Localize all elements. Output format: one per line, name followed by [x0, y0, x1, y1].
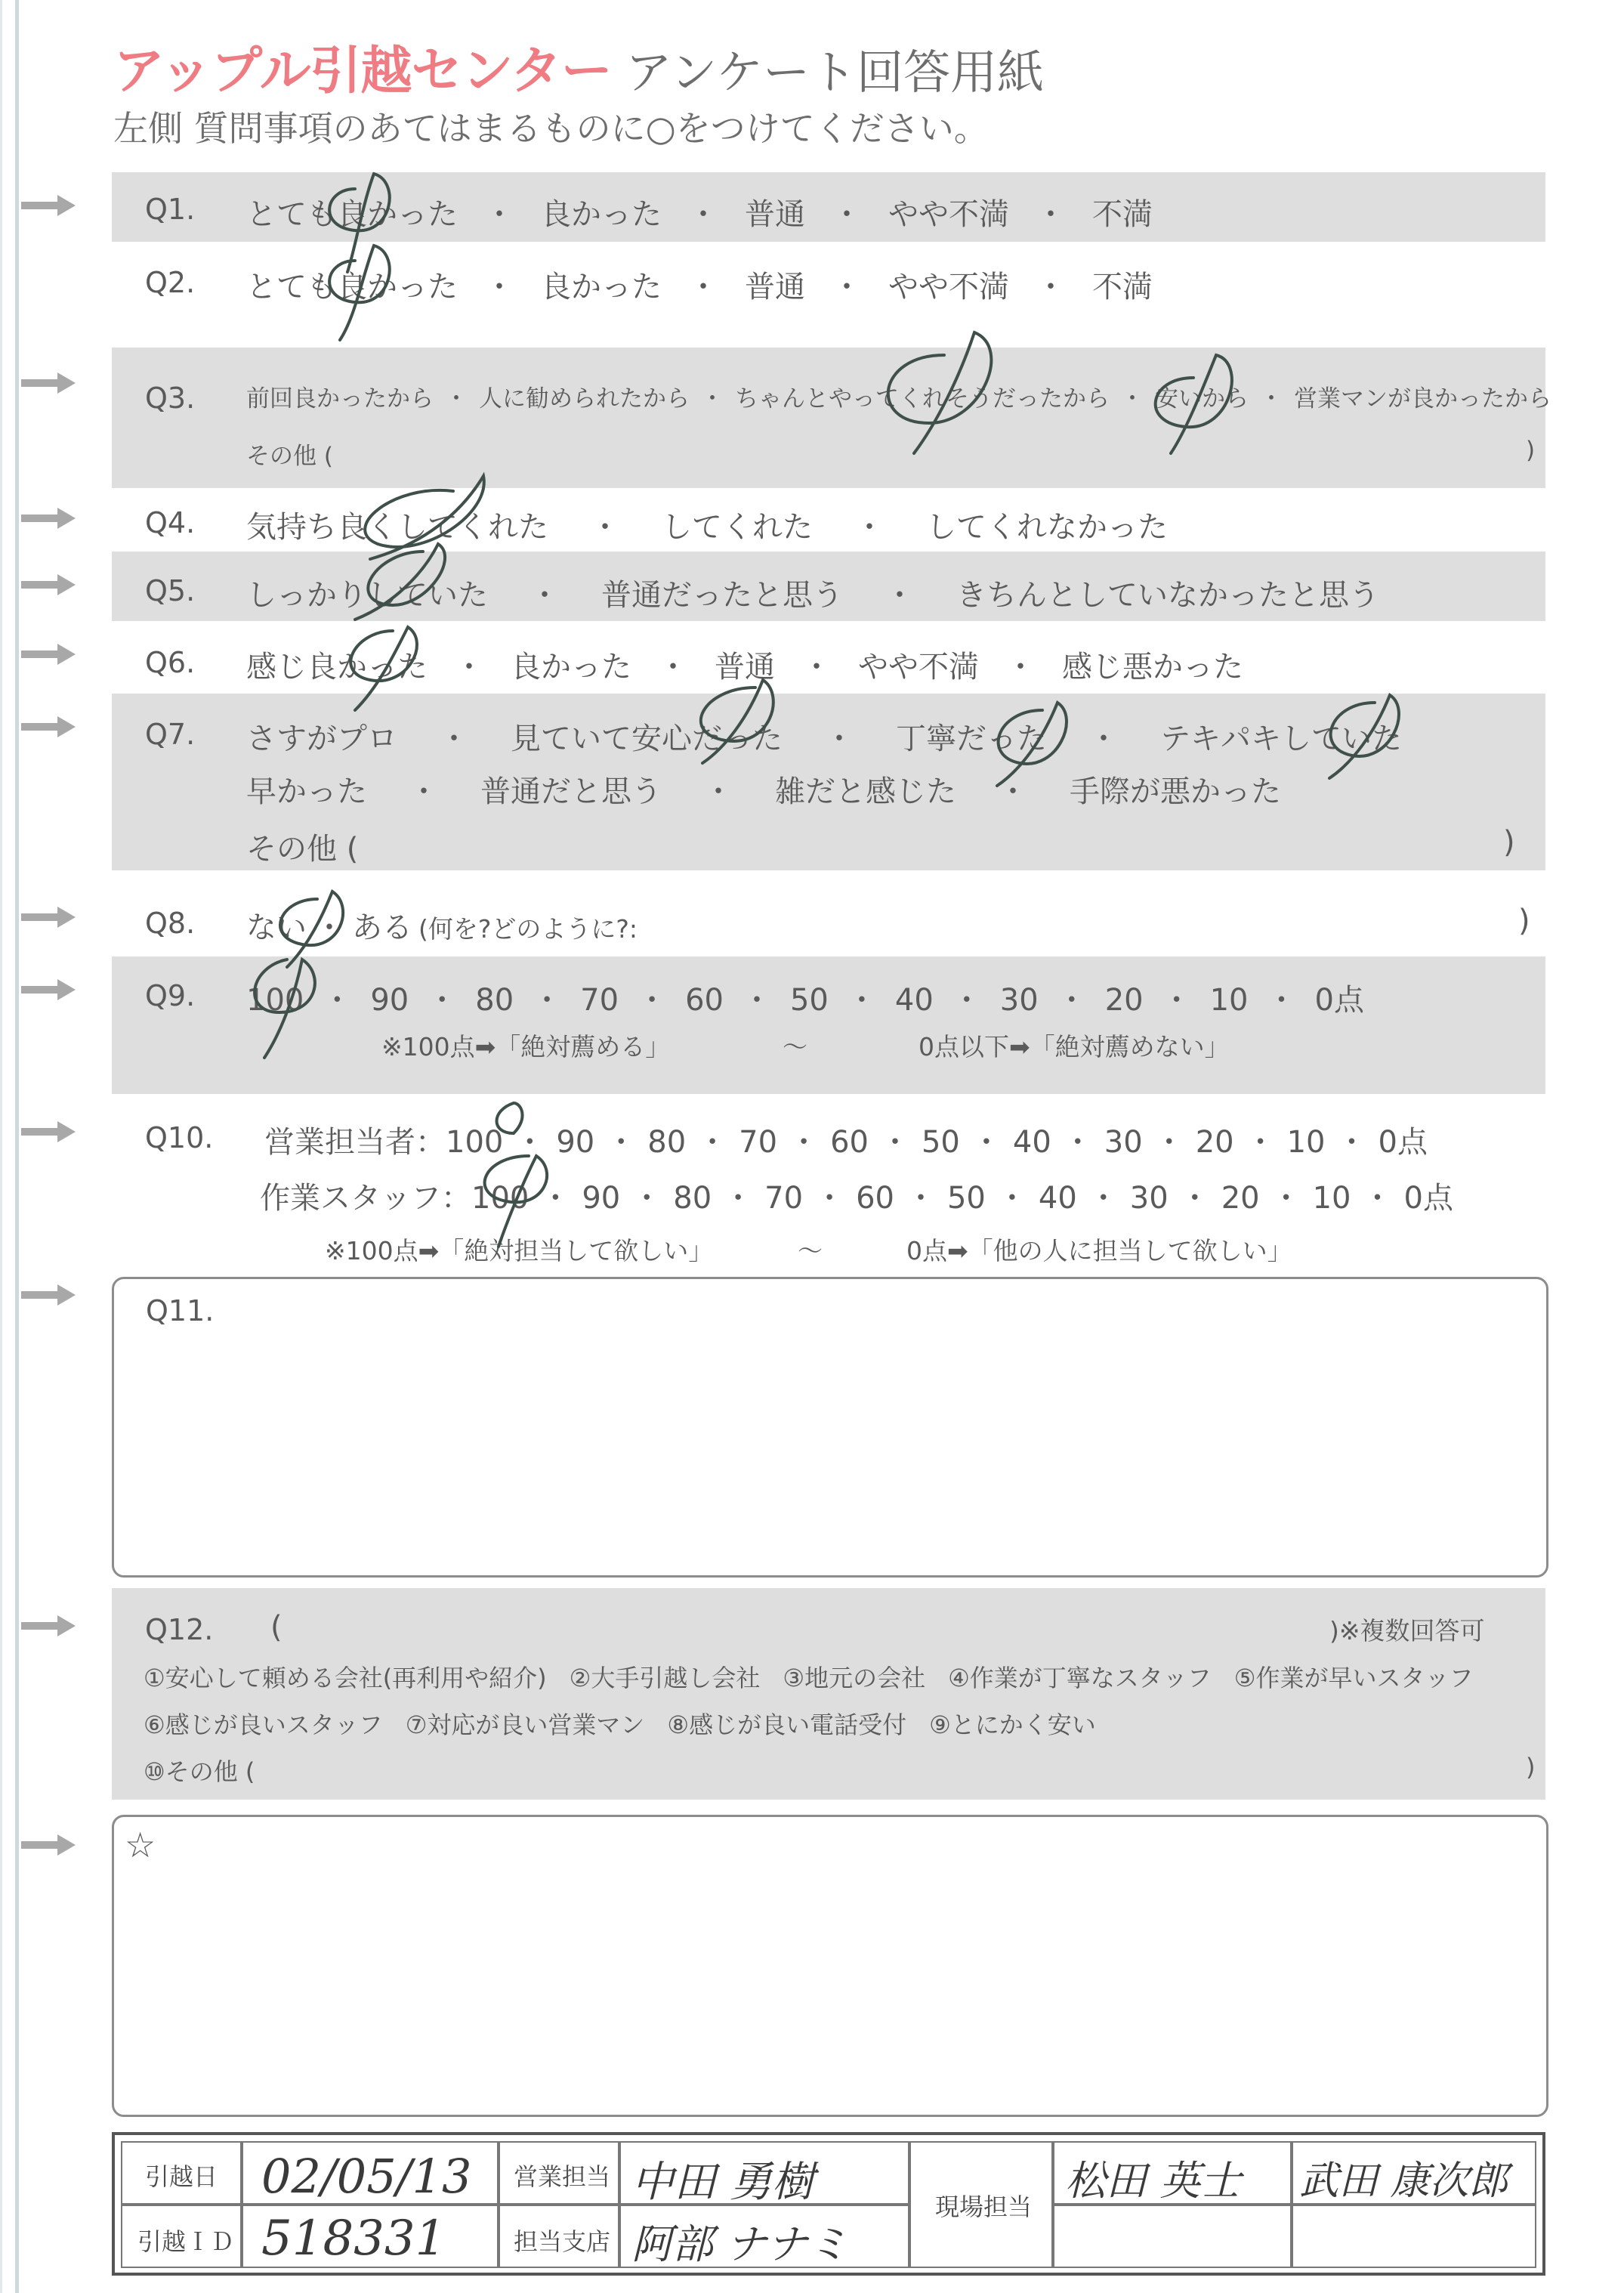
q4-options: 気持ち良くしてくれた ・ してくれた ・ してくれなかった [246, 503, 1168, 546]
q12-option[interactable]: ①安心して頼める会社(再利用や紹介) [144, 1664, 547, 1692]
q12-options-row1 [144, 1659, 1473, 1694]
q12-options-row2 [144, 1706, 1096, 1741]
branch-label: 担当支店 [514, 2227, 611, 2256]
q10-staff-score[interactable]: 70 [764, 1181, 804, 1216]
q9-score[interactable]: 0点 [1314, 983, 1364, 1018]
free-comment-box[interactable] [112, 1815, 1548, 2117]
q12-multi-note: ※複数回答可 [1338, 1616, 1485, 1646]
q12-open[interactable]: ( [270, 1610, 283, 1645]
q12-option[interactable]: ⑧感じが良い電話受付 [667, 1710, 907, 1739]
q9-score[interactable]: 90 [370, 983, 409, 1018]
site-value-1: 松田 英士 [1065, 2157, 1242, 2205]
q9-score[interactable]: 10 [1209, 983, 1249, 1018]
q6-option[interactable]: 普通 [715, 650, 775, 685]
q10-sales-score[interactable]: 50 [921, 1125, 960, 1160]
q12-option[interactable]: ⑤作業が早いスタッフ [1233, 1664, 1474, 1692]
q12-option[interactable]: ⑦対応が良い営業マン [405, 1710, 645, 1739]
site-label-cell [909, 2141, 1053, 2268]
q9-note-left: ※100点➡「絶対薦める」 [381, 1032, 671, 1062]
q9-scores: 100 ・ 90 ・ 80 ・ 70 ・ 60 ・ 50 ・ 40 ・ 30 ・ 20 ・ 10 ・ 0点 [246, 976, 1364, 1019]
q3-other-close: ) [1526, 437, 1536, 464]
q10-sales-score[interactable]: 40 [1012, 1125, 1051, 1160]
q3-option[interactable]: 安いから [1155, 385, 1249, 413]
q9-score[interactable]: 80 [475, 983, 514, 1018]
q6-option[interactable]: 良かった [511, 650, 631, 685]
q10-tilde: 〜 [798, 1236, 823, 1265]
move-id-cell[interactable] [242, 2205, 499, 2268]
q11-comment-box[interactable] [112, 1277, 1548, 1578]
move-date-label: 引越日 [145, 2162, 218, 2191]
q8-prompt: (何を?どのように?: [418, 914, 638, 944]
q9-label: Q9. [145, 979, 196, 1012]
q10-label: Q10. [145, 1121, 214, 1154]
margin-arrow-icon [21, 1284, 76, 1306]
q3-options: 前回良かったから ・ 人に勧められたから ・ ちゃんとやってくれそうだったから ・ 安いから ・ 営業マンが良かったから [246, 379, 1551, 413]
q3-label: Q3. [145, 382, 196, 415]
margin-arrow-icon [21, 574, 76, 595]
q9-score[interactable]: 40 [894, 983, 934, 1018]
q7-option[interactable]: 雑だと感じた [775, 774, 956, 809]
q10-sales-score[interactable]: 80 [647, 1125, 687, 1160]
q3-other[interactable]: その他 ( [246, 443, 333, 470]
q12-option[interactable]: ④作業が丁寧なスタッフ [948, 1664, 1212, 1692]
q9-score[interactable]: 60 [685, 983, 724, 1018]
binding-edge [15, 0, 19, 2293]
q10-note-right: 0点➡「他の人に担当して欲しい」 [906, 1236, 1292, 1265]
q7-options-row2: 早かった ・ 普通だと思う ・ 雑だと感じた ・ 手際が悪かった [246, 768, 1281, 811]
q4-option[interactable]: 気持ち良くしてくれた [246, 510, 548, 545]
scan-edge [0, 0, 2, 2293]
form-subtitle: アンケート回答用紙 [625, 45, 1045, 100]
q1-option[interactable]: 不満 [1092, 197, 1153, 232]
q10-sales-score[interactable]: 90 [556, 1125, 595, 1160]
q7-option[interactable]: テキパキしていた [1160, 722, 1402, 756]
q9-note-right: 0点以下➡「絶対薦めない」 [919, 1032, 1230, 1062]
margin-arrow-icon [21, 716, 76, 737]
q10-staff-score[interactable]: 100 [471, 1181, 529, 1216]
q6-option[interactable]: やや不満 [858, 650, 979, 685]
margin-arrow-icon [21, 979, 76, 1000]
q2-options: とても良かった ・ 良かった ・ 普通 ・ やや不満 ・ 不満 [246, 263, 1153, 306]
q3-option[interactable]: 営業マンが良かったから [1294, 385, 1551, 413]
office-use-table [112, 2132, 1545, 2276]
sales-label: 営業担当 [514, 2162, 611, 2191]
q12-other[interactable]: ⑩その他 ( [144, 1757, 255, 1786]
q10-sales-score[interactable]: 20 [1195, 1125, 1234, 1160]
site-cell-1[interactable] [1053, 2141, 1292, 2205]
q10-staff-score[interactable]: 50 [946, 1181, 986, 1216]
q3-option[interactable]: 前回良かったから [246, 385, 434, 413]
move-id-label-cell [121, 2205, 242, 2268]
form-title [113, 30, 1045, 101]
brand-logo: アップル引越センター [113, 42, 612, 101]
q2-option[interactable]: 普通 [745, 270, 805, 304]
q3-option[interactable]: ちゃんとやってくれそうだったから [735, 385, 1110, 413]
q10-sales-score[interactable]: 70 [739, 1125, 778, 1160]
q10-sales-row: 営業担当者：100 ・ 90 ・ 80 ・ 70 ・ 60 ・ 50 ・ 40 ・ 30 ・ 20 ・ 10 ・ 0点 [264, 1118, 1428, 1161]
q8-label: Q8. [145, 907, 196, 940]
q9-score[interactable]: 20 [1104, 983, 1144, 1018]
q7-options-row1: さすがプロ ・ 見ていて安心だった ・ 丁寧だった ・ テキパキしていた [246, 715, 1402, 758]
q8-option-none[interactable]: ない [246, 910, 307, 945]
sales-label-cell [499, 2141, 619, 2205]
q6-option[interactable]: 感じ悪かった [1062, 650, 1243, 685]
site-cell-2[interactable] [1292, 2141, 1536, 2205]
q10-staff-score[interactable]: 60 [856, 1181, 894, 1216]
q4-option[interactable]: してくれなかった [926, 510, 1168, 545]
q10-sales-score[interactable]: 10 [1286, 1125, 1326, 1160]
q10-sales-score[interactable]: 30 [1104, 1125, 1143, 1160]
q7-option[interactable]: 見ていて安心だった [511, 722, 783, 756]
q7-option[interactable]: さすがプロ [246, 722, 397, 756]
q7-label: Q7. [145, 718, 196, 751]
q7-option[interactable]: 早かった [246, 774, 367, 809]
q7-option[interactable]: 普通だと思う [480, 774, 662, 809]
q8-close: ) [1518, 904, 1530, 938]
q5-option[interactable]: 普通だったと思う [601, 578, 843, 613]
q1-label: Q1. [145, 193, 196, 226]
q5-options: しっかりしていた ・ 普通だったと思う ・ きちんとしていなかったと思う [246, 571, 1379, 614]
branch-label-cell [499, 2205, 619, 2268]
q6-option[interactable]: 感じ良かった [246, 650, 428, 685]
q12-option[interactable]: ⑨とにかく安い [929, 1710, 1096, 1739]
q2-option[interactable]: とても良かった [246, 270, 458, 304]
q9-score[interactable]: 100 [246, 983, 304, 1018]
q12-other-close: ) [1526, 1753, 1536, 1782]
q2-option[interactable]: 不満 [1092, 270, 1153, 304]
sales-cell[interactable] [619, 2141, 909, 2205]
margin-arrow-icon [21, 1615, 76, 1636]
move-id-label: 引越ＩＤ [137, 2227, 235, 2256]
q7-option[interactable]: 手際が悪かった [1070, 774, 1281, 809]
q1-option[interactable]: 普通 [745, 197, 805, 232]
q12-option[interactable]: ②大手引越し会社 [569, 1664, 761, 1692]
site-cell-4[interactable] [1292, 2205, 1536, 2268]
q7-option[interactable]: 丁寧だった [896, 722, 1047, 756]
margin-arrow-icon [21, 644, 76, 665]
q10-staff-score[interactable]: 0点 [1403, 1181, 1453, 1216]
q10-staff-score[interactable]: 20 [1221, 1181, 1260, 1216]
q1-option[interactable]: とても良かった [246, 197, 458, 232]
q6-label: Q6. [145, 646, 196, 679]
margin-arrow-icon [21, 1834, 76, 1856]
move-date-cell[interactable] [242, 2141, 499, 2205]
site-cell-3[interactable] [1053, 2205, 1292, 2268]
q8-options: ない ・ ある (何を?どのように?: [246, 904, 638, 947]
q10-staff-score[interactable]: 90 [582, 1181, 621, 1216]
q12-option[interactable]: ⑥感じが良いスタッフ [144, 1710, 383, 1739]
q10-staff-row: 作業スタッフ：100 ・ 90 ・ 80 ・ 70 ・ 60 ・ 50 ・ 40 ・ 30 ・ 20 ・ 10 ・ 0点 [264, 1174, 1453, 1217]
q10-sales-label: 営業担当者： [264, 1125, 446, 1160]
q3-option[interactable]: 人に勧められたから [479, 385, 690, 413]
q5-label: Q5. [145, 574, 196, 607]
q9-tilde: 〜 [783, 1032, 807, 1062]
move-id-value: 518331 [261, 2211, 446, 2267]
site-label: 現場担当 [935, 2193, 1033, 2221]
sales-value: 中田 勇樹 [631, 2158, 814, 2207]
q10-sales-score[interactable]: 60 [830, 1125, 869, 1160]
q10-sales-score[interactable]: 0点 [1378, 1125, 1428, 1160]
q7-other-close: ) [1503, 825, 1515, 860]
margin-arrow-icon [21, 508, 76, 529]
instruction-text: 左側 質問事項のあてはまるものに○をつけてください。 [113, 108, 989, 149]
q10-staff-score[interactable]: 80 [673, 1181, 712, 1216]
q10-note-left: ※100点➡「絶対担当して欲しい」 [325, 1236, 714, 1265]
move-date-value: 02/05/13 [261, 2149, 472, 2204]
q12-close: ) [1329, 1616, 1339, 1646]
site-value-2: 武田 康次郎 [1299, 2159, 1508, 2204]
q2-option[interactable]: 良かった [541, 270, 662, 304]
q6-options: 感じ良かった ・ 良かった ・ 普通 ・ やや不満 ・ 感じ悪かった [246, 643, 1243, 686]
q10-staff-score[interactable]: 40 [1038, 1181, 1077, 1216]
q10-staff-label: 作業スタッフ： [260, 1181, 471, 1216]
q5-option[interactable]: きちんとしていなかったと思う [956, 578, 1379, 613]
q12-label: Q12. [145, 1613, 214, 1646]
branch-value: 阿部 ナナミ [631, 2220, 849, 2268]
q12-option[interactable]: ③地元の会社 [783, 1664, 926, 1692]
q11-label: Q11. [146, 1294, 215, 1327]
margin-arrow-icon [21, 1121, 76, 1142]
q9-score[interactable]: 70 [580, 983, 619, 1018]
margin-arrow-icon [21, 195, 76, 216]
q2-option[interactable]: やや不満 [888, 270, 1009, 304]
q9-score[interactable]: 30 [999, 983, 1039, 1018]
q9-score[interactable]: 50 [789, 983, 829, 1018]
q1-option[interactable]: やや不満 [888, 197, 1009, 232]
star-icon: ☆ [125, 1825, 156, 1865]
margin-arrow-icon [21, 907, 76, 928]
q10-staff-score[interactable]: 10 [1312, 1181, 1351, 1216]
q1-options: とても良かった ・ 良かった ・ 普通 ・ やや不満 ・ 不満 [246, 190, 1153, 233]
q7-other[interactable]: その他 ( [246, 832, 359, 867]
q5-option[interactable]: しっかりしていた [246, 578, 488, 613]
q10-staff-score[interactable]: 30 [1129, 1181, 1169, 1216]
q10-sales-score[interactable]: 100 [446, 1125, 504, 1160]
q8-option-some[interactable]: ある [352, 910, 412, 945]
q4-label: Q4. [145, 506, 196, 539]
move-date-label-cell [121, 2141, 242, 2205]
branch-cell[interactable] [619, 2205, 909, 2268]
q12-close-multi [1329, 1612, 1485, 1647]
q1-option[interactable]: 良かった [541, 197, 662, 232]
q2-label: Q2. [145, 266, 196, 299]
margin-arrow-icon [21, 372, 76, 394]
q4-option[interactable]: してくれた [662, 510, 813, 545]
